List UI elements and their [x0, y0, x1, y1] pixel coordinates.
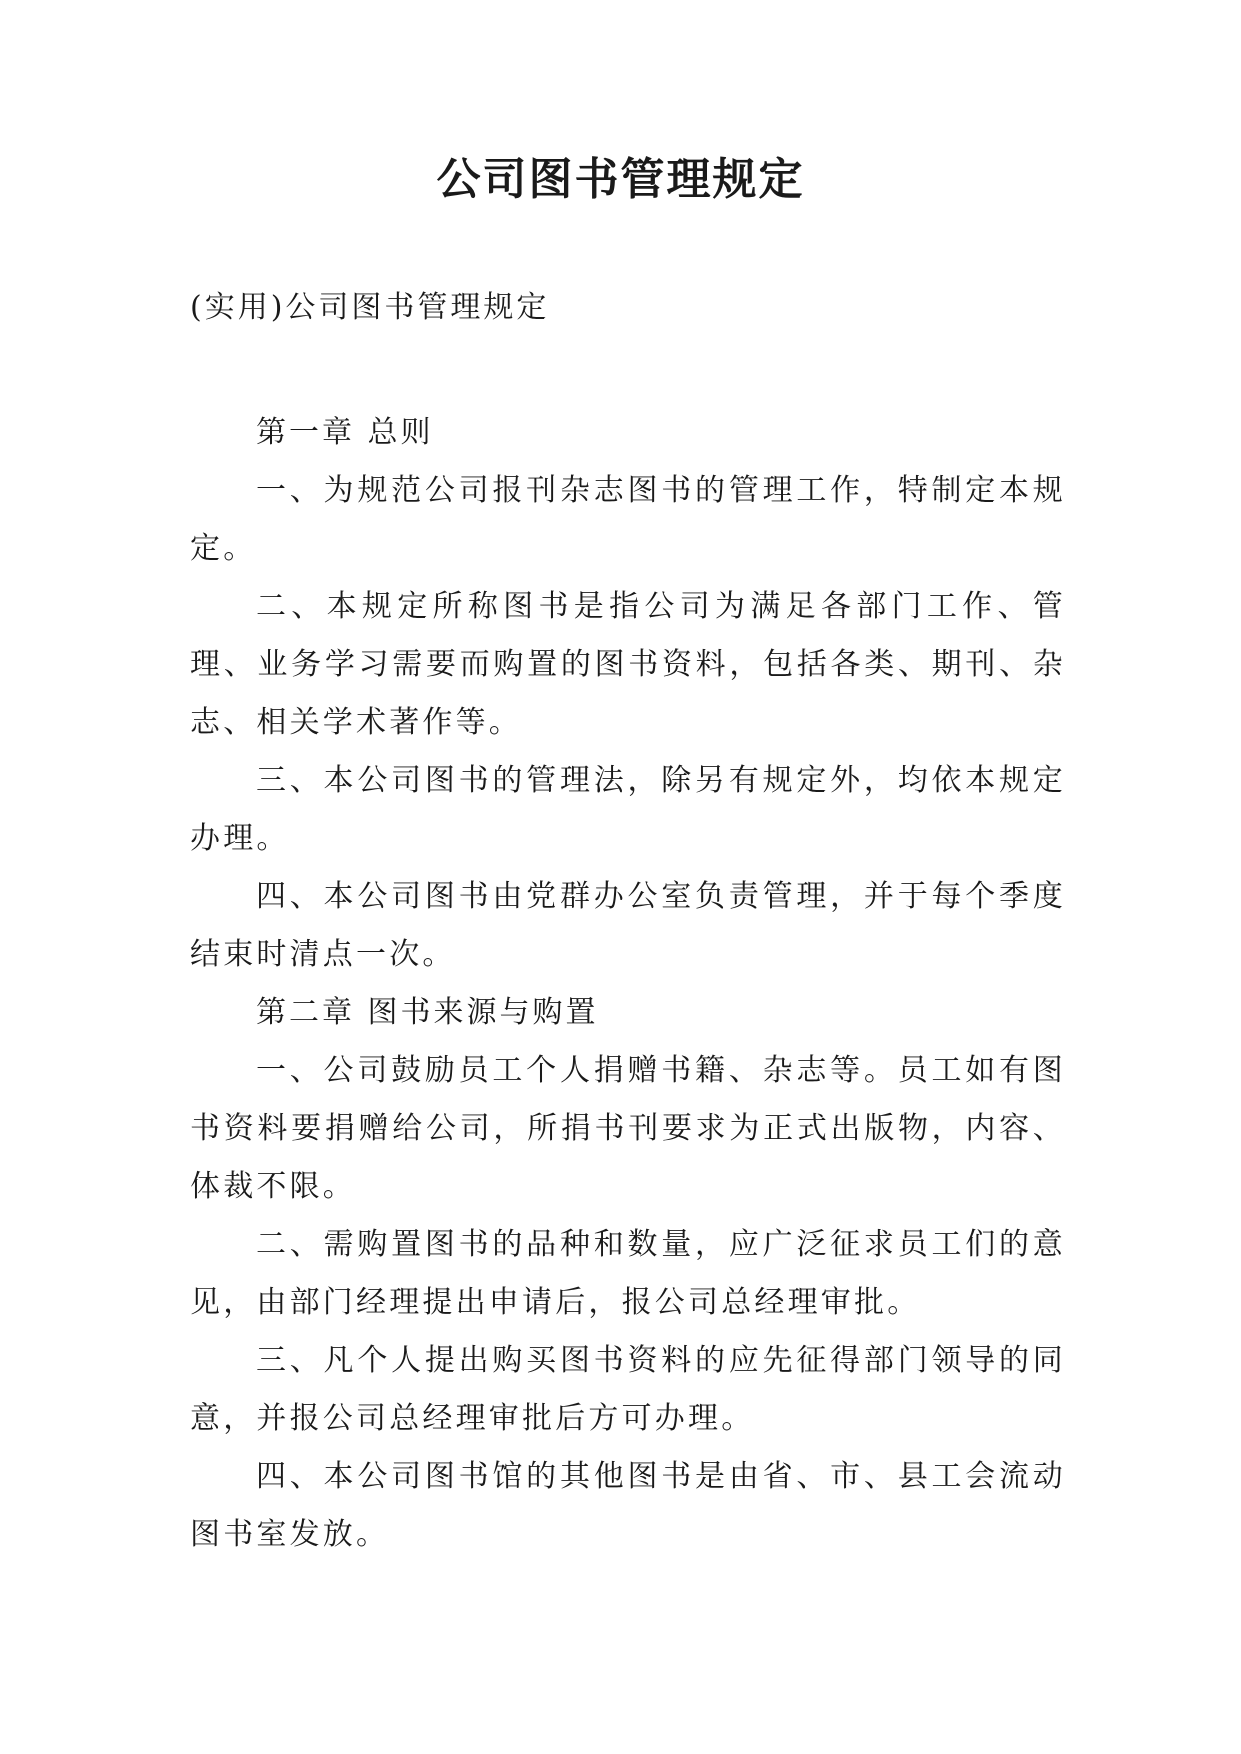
paragraph-2-3: 三、凡个人提出购买图书资料的应先征得部门领导的同意，并报公司总经理审批后方可办理。: [190, 1343, 1066, 1436]
paragraph-1-1: 一、为规范公司报刊杂志图书的管理工作，特制定本规定。: [190, 473, 1066, 566]
paragraph-2-4: 四、本公司图书馆的其他图书是由省、市、县工会流动图书室发放。: [190, 1459, 1066, 1552]
paragraph-1-2: 二、本规定所称图书是指公司为满足各部门工作、管理、业务学习需要而购置的图书资料，包括各类、期刊、杂志、相关学术著作等。: [190, 589, 1066, 740]
paragraph-1-3: 三、本公司图书的管理法，除另有规定外，均依本规定办理。: [190, 763, 1066, 856]
document-title: 公司图书管理规定: [436, 154, 805, 205]
paragraph-2-1: 一、公司鼓励员工个人捐赠书籍、杂志等。员工如有图书资料要捐赠给公司，所捐书刊要求为正式出版物，内容、体裁不限。: [190, 1053, 1066, 1204]
chapter-heading-1: 第一章 总则: [256, 415, 434, 450]
paragraph-1-4: 四、本公司图书由党群办公室负责管理，并于每个季度结束时清点一次。: [190, 879, 1066, 972]
chapter-heading-2: 第二章 图书来源与购置: [256, 995, 599, 1030]
document-subtitle: (实用)公司图书管理规定: [190, 290, 550, 325]
document-body: [190, 404, 1066, 1564]
paragraph-2-2: 二、需购置图书的品种和数量，应广泛征求员工们的意见，由部门经理提出申请后，报公司总经理审批。: [190, 1227, 1066, 1320]
